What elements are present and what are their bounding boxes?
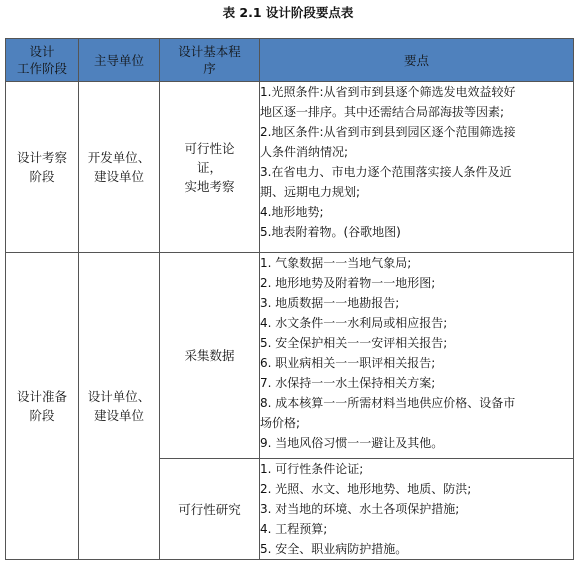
point-line: 1.光照条件:从省到市到县逐个筛选发电效益较好 — [260, 85, 516, 99]
stage-cell — [6, 82, 79, 253]
unit-cell — [79, 82, 160, 253]
unit-line: 建设单位 — [93, 169, 144, 184]
process-line: 实地考察 — [184, 178, 235, 194]
process-cell: 采集数据 — [160, 253, 260, 459]
point-line: 5. 安全保护相关一一安评相关报告; — [260, 336, 448, 350]
process-cell — [160, 82, 260, 253]
stage-line: 设计考察 — [16, 150, 67, 165]
point-line: 场价格; — [260, 416, 301, 430]
point-line: 2. 地形地势及附着物一一地形图; — [260, 276, 436, 290]
point-line: 地区逐一排序。其中还需结合局部海拔等因素; — [260, 105, 505, 119]
process-cell: 可行性研究 — [160, 459, 260, 560]
unit-line: 建设单位 — [93, 408, 144, 423]
stage-line: 阶段 — [29, 169, 55, 184]
header-stage-line: 工作阶段 — [16, 61, 67, 76]
point-line: 4. 工程预算; — [260, 522, 328, 536]
point-line: 5. 安全、职业病防护措施。 — [260, 542, 408, 556]
header-process-line: 序 — [203, 61, 216, 76]
point-line: 人条件消纳情况; — [260, 145, 349, 159]
points-cell — [260, 82, 574, 253]
header-process — [160, 39, 260, 82]
point-line: 2.地区条件:从省到市到县到园区逐个范围筛选接 — [260, 125, 516, 139]
unit-cell — [79, 253, 160, 560]
header-stage-line: 设计 — [29, 44, 55, 59]
table-row — [6, 253, 574, 459]
stage-line: 设计准备 — [16, 389, 67, 404]
point-line: 3. 对当地的环境、水土各项保护措施; — [260, 502, 460, 516]
point-line: 1. 可行性条件论证; — [260, 462, 364, 476]
point-line: 9. 当地风俗习惯一一避让及其他。 — [260, 436, 444, 450]
point-line: 6. 职业病相关一一职评相关报告; — [260, 356, 436, 370]
header-process-line: 设计基本程 — [178, 44, 241, 59]
point-line: 8. 成本核算一一所需材料当地供应价格、设备市 — [260, 396, 516, 410]
header-stage — [6, 39, 79, 82]
points-cell — [260, 459, 574, 560]
point-line: 期、远期电力规划; — [260, 185, 361, 199]
process-line: 证， — [196, 159, 222, 175]
table-row — [6, 82, 574, 253]
stage-line: 阶段 — [29, 408, 55, 423]
point-line: 7. 水保持一一水土保持相关方案; — [260, 376, 436, 390]
point-line: 3.在省电力、市电力逐个范围落实接人条件及近 — [260, 165, 512, 179]
points-cell — [260, 253, 574, 459]
point-line: 1. 气象数据一一当地气象局; — [260, 256, 412, 270]
point-line: 4. 水文条件一一水利局或相应报告; — [260, 316, 448, 330]
point-line: 4.地形地势; — [260, 205, 324, 219]
process-line: 可行性论 — [184, 140, 235, 156]
table-title: 表 2.1 设计阶段要点表 — [222, 5, 354, 20]
design-stage-table — [5, 38, 574, 560]
unit-line: 开发单位、 — [87, 150, 151, 165]
unit-line: 设计单位、 — [87, 389, 151, 404]
point-line: 3. 地质数据一一地勘报告; — [260, 296, 400, 310]
table-header-row — [6, 39, 574, 82]
stage-cell — [6, 253, 79, 560]
header-unit: 主导单位 — [79, 39, 160, 82]
header-points: 要点 — [260, 39, 574, 82]
point-line: 5.地表附着物。(谷歌地图) — [260, 225, 401, 239]
point-line: 2. 光照、水文、地形地势、地质、防洪; — [260, 482, 472, 496]
